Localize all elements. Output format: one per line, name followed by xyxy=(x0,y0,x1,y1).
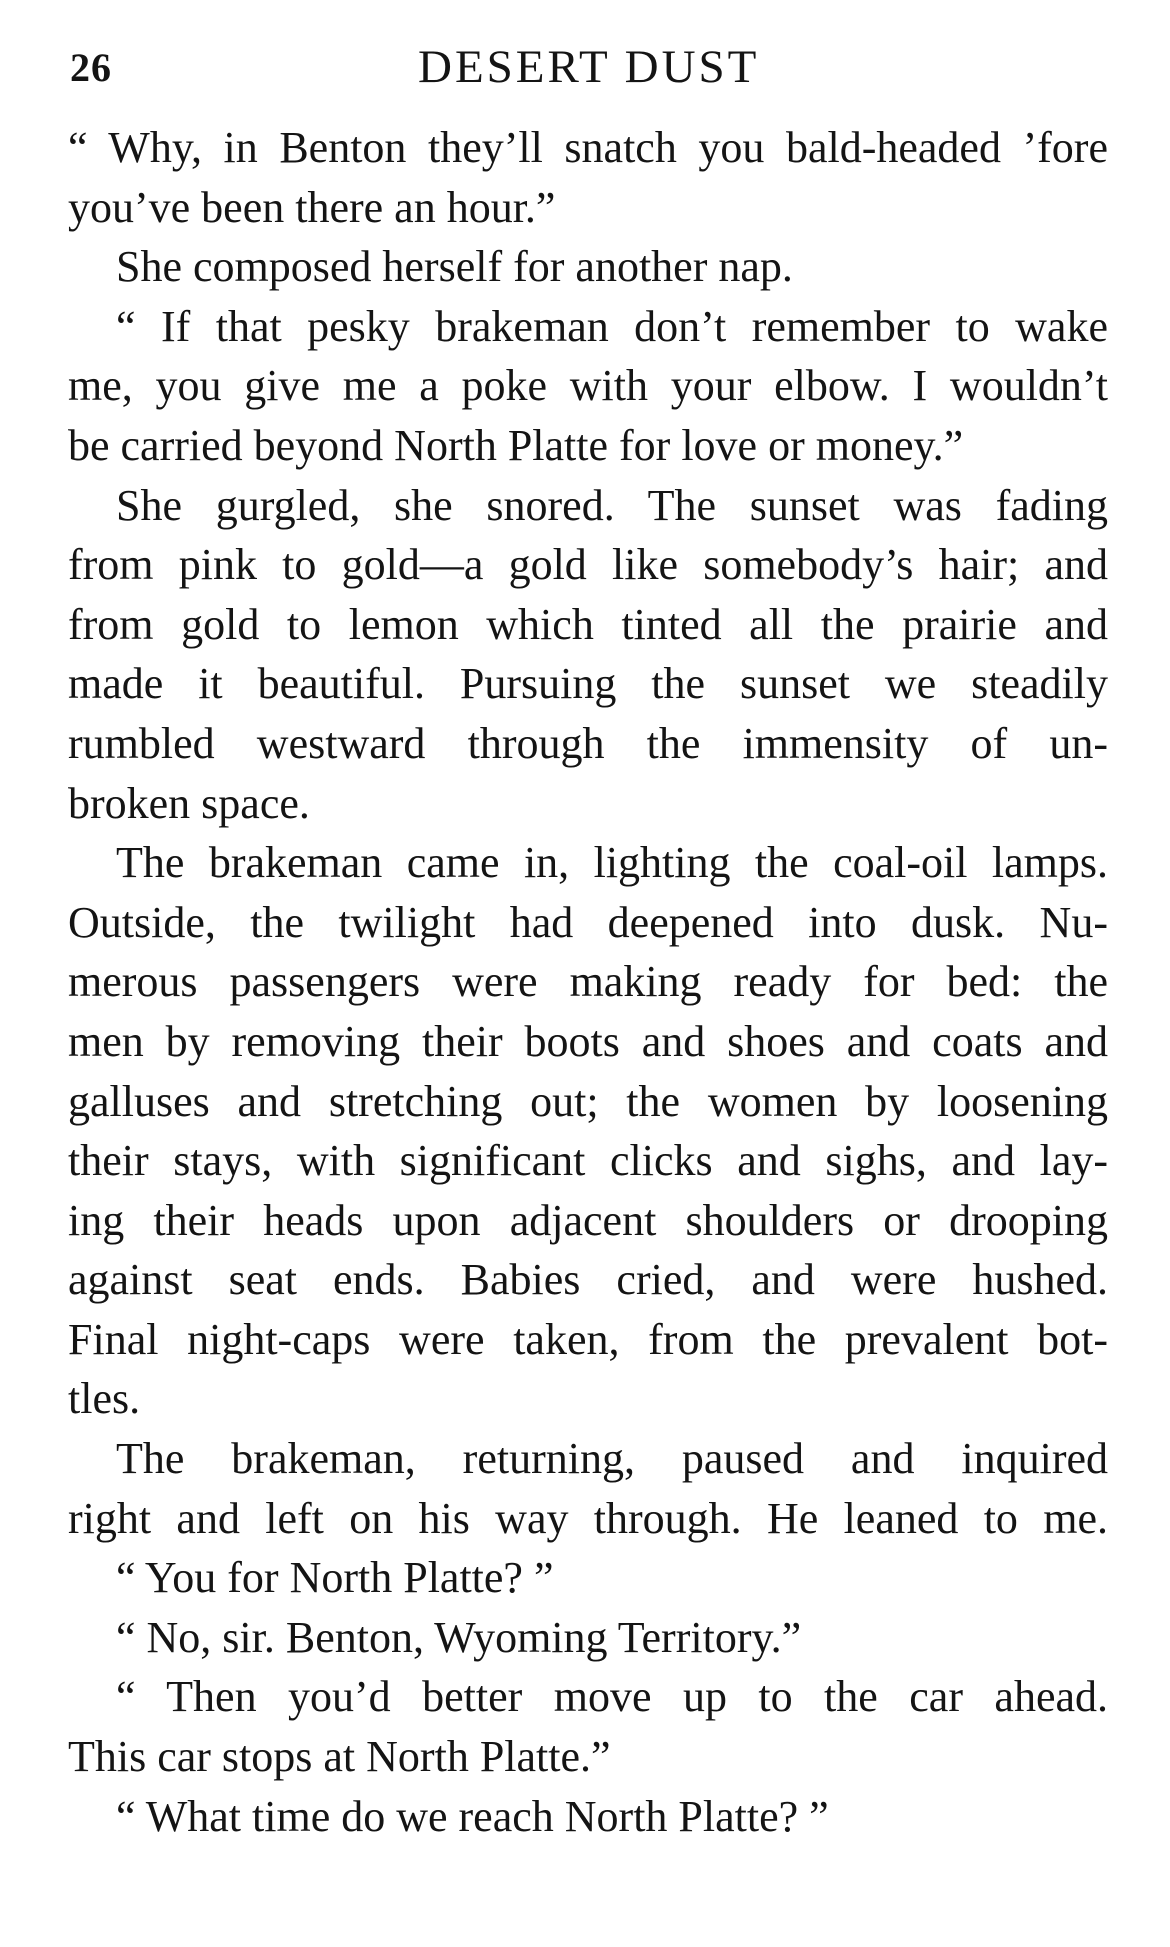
text-line: their stays, with significant clicks and sighs, and lay- xyxy=(68,1136,1108,1186)
text-line: ing their heads upon adjacent shoulders or drooping xyxy=(68,1195,1108,1245)
text-line: Final night-caps were taken, from the prevalent bot- xyxy=(68,1314,1108,1364)
text-line: from pink to gold—a gold like somebody’s hair; and xyxy=(68,540,1108,590)
text-line: “ What time do we reach North Platte? ” xyxy=(116,1791,829,1841)
body-text xyxy=(68,118,1108,1846)
text-line: made it beautiful. Pursuing the sunset we steadily xyxy=(68,659,1108,709)
text-line: tles. xyxy=(68,1374,141,1424)
running-title: DESERT DUST xyxy=(418,41,760,93)
text-line: galluses and stretching out; the women by loosening xyxy=(68,1076,1108,1126)
text-line: She composed herself for another nap. xyxy=(116,242,793,292)
text-line: be carried beyond North Platte for love or money.” xyxy=(68,420,964,470)
text-line: me, you give me a poke with your elbow. I wouldn’t xyxy=(68,361,1108,411)
page-number: 26 xyxy=(70,45,112,90)
text-line: She gurgled, she snored. The sunset was fading xyxy=(116,480,1108,530)
text-line: you’ve been there an hour.” xyxy=(68,182,556,232)
text-line: This car stops at North Platte.” xyxy=(68,1732,611,1782)
text-line: “ No, sir. Benton, Wyoming Territory.” xyxy=(116,1612,802,1662)
text-line: men by removing their boots and shoes and coats and xyxy=(68,1016,1108,1066)
text-line: “ Why, in Benton they’ll snatch you bald-headed ’fore xyxy=(68,123,1108,172)
text-line: right and left on his way through. He leaned to me. xyxy=(68,1493,1108,1543)
text-line: rumbled westward through the immensity of un- xyxy=(68,718,1108,768)
text-line: Outside, the twilight had deepened into dusk. Nu- xyxy=(68,897,1108,947)
text-line: The brakeman came in, lighting the coal-oil lamps. xyxy=(116,838,1108,888)
text-line: “ You for North Platte? ” xyxy=(116,1553,554,1603)
text-line: merous passengers were making ready for bed: the xyxy=(68,957,1108,1007)
text-line: against seat ends. Babies cried, and were hushed. xyxy=(68,1255,1108,1305)
text-line: “ Then you’d better move up to the car ahead. xyxy=(116,1672,1108,1722)
text-line: “ If that pesky brakeman don’t remember to wake xyxy=(116,301,1108,351)
text-line: The brakeman, returning, paused and inquired xyxy=(116,1434,1108,1484)
text-line: broken space. xyxy=(68,778,310,828)
page-header xyxy=(68,40,1108,100)
text-line: from gold to lemon which tinted all the prairie and xyxy=(68,599,1108,649)
